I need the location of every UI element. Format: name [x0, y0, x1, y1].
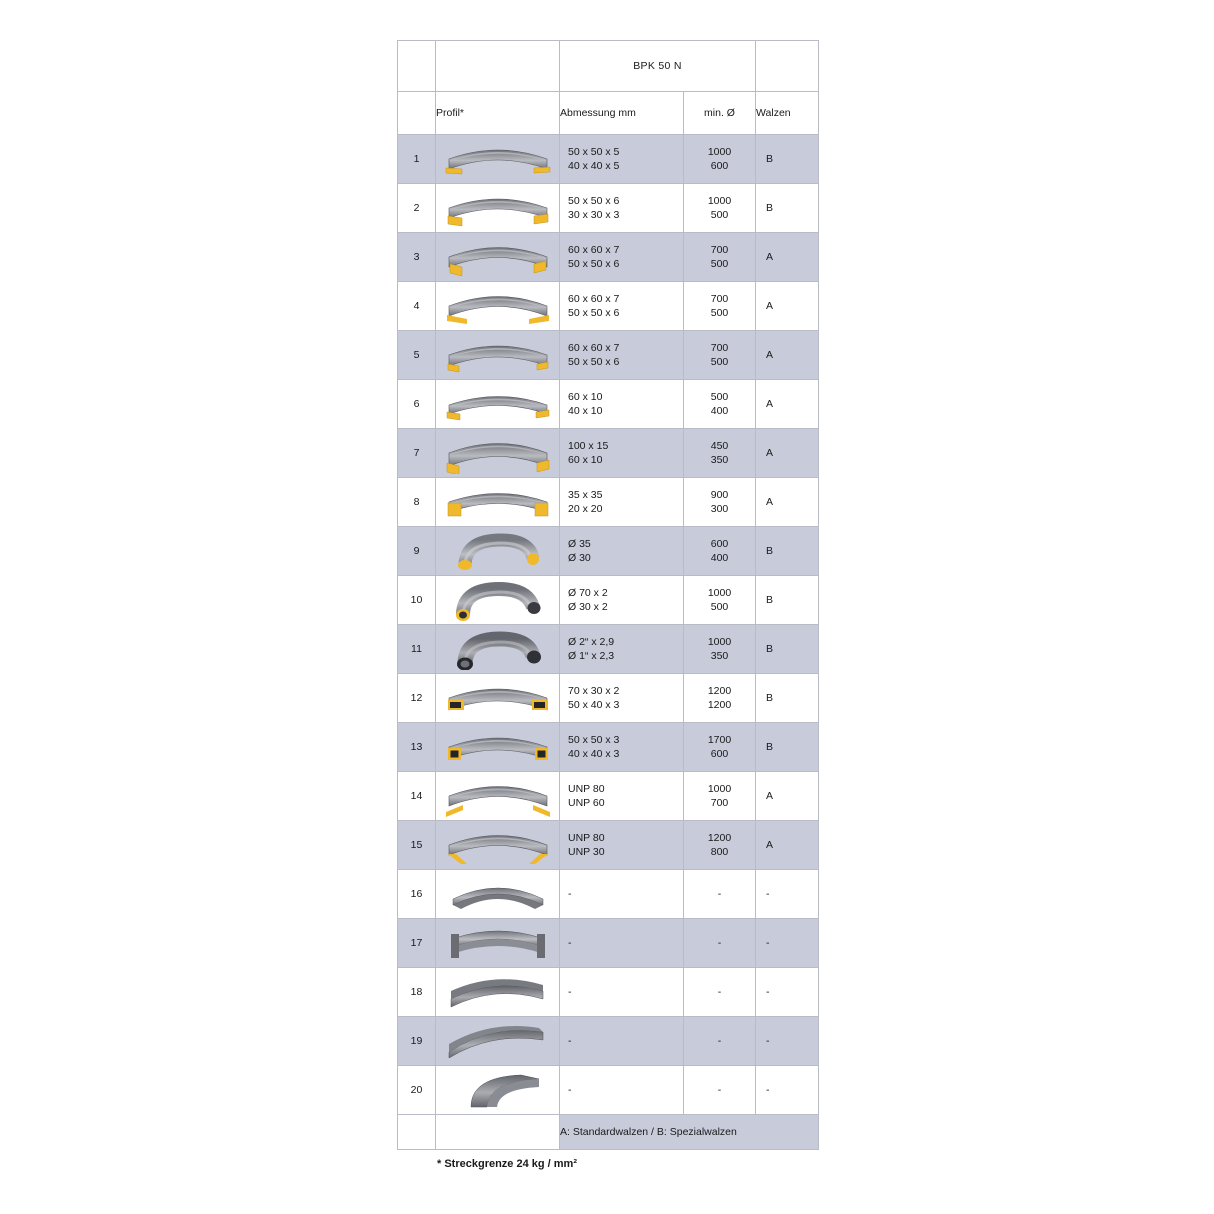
rolls-cell: -: [756, 968, 819, 1017]
profile-round-pipe-icon: [436, 625, 560, 674]
table-header-title-row: [398, 41, 819, 92]
rolls-cell: A: [756, 331, 819, 380]
row-index: 1: [398, 135, 436, 184]
profile-drawing: [436, 234, 560, 280]
dimension-cell: [560, 478, 684, 527]
min-diameter-line-1: -: [717, 985, 722, 998]
dimension-line-2: Ø 30: [568, 552, 591, 564]
dimension-line-1: 50 x 50 x 5: [568, 145, 620, 158]
row-index: 2: [398, 184, 436, 233]
rolls-cell: -: [756, 1017, 819, 1066]
dimension-cell: [560, 282, 684, 331]
table-row: [398, 968, 819, 1017]
min-diameter-line-1: 1000: [707, 145, 732, 158]
min-diameter-cell: [684, 821, 756, 870]
header-dimension-label: Abmessung mm: [560, 92, 684, 135]
min-diameter-line-1: 1200: [707, 684, 732, 697]
dimension-line-2: 40 x 40 x 5: [568, 160, 620, 172]
rolls-cell: A: [756, 282, 819, 331]
min-diameter-line-2: 600: [710, 748, 729, 760]
min-diameter-cell: [684, 968, 756, 1017]
dimension-line-2: 20 x 20: [568, 503, 603, 515]
dimension-line-1: Ø 70 x 2: [568, 586, 608, 599]
min-diameter-line-2: 350: [710, 454, 729, 466]
row-index: 5: [398, 331, 436, 380]
rolls-cell: B: [756, 625, 819, 674]
table-row: [398, 919, 819, 968]
header-rolls-label: Walzen: [756, 92, 819, 135]
rolls-cell: B: [756, 674, 819, 723]
rolls-cell: A: [756, 380, 819, 429]
min-diameter-cell: [684, 282, 756, 331]
row-index: 13: [398, 723, 436, 772]
rolls-cell: -: [756, 1066, 819, 1115]
rolls-legend: A: Standardwalzen / B: Spezialwalzen: [560, 1115, 819, 1150]
profile-drawing: [436, 675, 560, 721]
table-row: [398, 1066, 819, 1115]
dimension-line-1: 70 x 30 x 2: [568, 684, 620, 697]
min-diameter-cell: [684, 723, 756, 772]
profile-tbeam-edge-icon: [436, 1066, 560, 1115]
row-index: 20: [398, 1066, 436, 1115]
profile-drawing: [436, 724, 560, 770]
dimension-line-1: UNP 80: [568, 831, 605, 844]
table-row: [398, 478, 819, 527]
min-diameter-cell: [684, 870, 756, 919]
table-row: [398, 184, 819, 233]
rolls-cell: -: [756, 870, 819, 919]
row-index: 7: [398, 429, 436, 478]
header-min-diameter-label: min. Ø: [684, 92, 756, 135]
spec-sheet: [397, 40, 818, 1150]
min-diameter-line-1: -: [717, 1034, 722, 1047]
table-row: [398, 674, 819, 723]
rolls-cell: B: [756, 576, 819, 625]
table-row: [398, 282, 819, 331]
dimension-cell: [560, 870, 684, 919]
min-diameter-line-1: -: [717, 887, 722, 900]
profile-angle-leg-down-icon: [436, 184, 560, 233]
yield-strength-note: * Streckgrenze 24 kg / mm²: [437, 1158, 578, 1170]
dimension-line-1: -: [568, 936, 572, 949]
row-index: 18: [398, 968, 436, 1017]
rolls-cell: A: [756, 821, 819, 870]
profile-drawing: [436, 185, 560, 231]
dimension-line-1: 60 x 60 x 7: [568, 341, 620, 354]
min-diameter-cell: [684, 1017, 756, 1066]
dimension-cell: [560, 135, 684, 184]
dimension-line-2: 50 x 50 x 6: [568, 258, 620, 270]
header-profile-label: Profil*: [436, 92, 560, 135]
profile-drawing: [436, 773, 560, 819]
min-diameter-cell: [684, 919, 756, 968]
profile-drawing: [436, 528, 560, 574]
rolls-cell: -: [756, 919, 819, 968]
dimension-cell: [560, 331, 684, 380]
min-diameter-line-2: 500: [710, 307, 729, 319]
profile-drawing: [436, 920, 560, 966]
profile-tbeam-icon: [436, 1017, 560, 1066]
profile-flat-bar-wide-icon: [436, 429, 560, 478]
rolls-cell: A: [756, 233, 819, 282]
dimension-cell: [560, 184, 684, 233]
min-diameter-line-2: 700: [710, 797, 729, 809]
row-index: 11: [398, 625, 436, 674]
row-index: 8: [398, 478, 436, 527]
profile-drawing: [436, 871, 560, 917]
dimension-line-2: UNP 60: [568, 797, 605, 809]
row-index: 16: [398, 870, 436, 919]
table-row: [398, 527, 819, 576]
min-diameter-line-2: 400: [710, 405, 729, 417]
rolls-cell: A: [756, 478, 819, 527]
profile-angle-flange-icon: [436, 282, 560, 331]
profile-drawing: [436, 1067, 560, 1113]
row-index: 4: [398, 282, 436, 331]
min-diameter-cell: [684, 429, 756, 478]
profile-drawing: [436, 822, 560, 868]
rolls-cell: B: [756, 184, 819, 233]
table-header-labels-row: [398, 92, 819, 135]
profile-round-bar-icon: [436, 527, 560, 576]
dimension-line-1: -: [568, 1083, 572, 1096]
dimension-cell: [560, 380, 684, 429]
dimension-line-1: Ø 35: [568, 537, 591, 550]
dimension-line-2: 40 x 40 x 3: [568, 748, 620, 760]
row-index: 10: [398, 576, 436, 625]
header-num-label: [398, 92, 436, 135]
min-diameter-cell: [684, 331, 756, 380]
table-row: [398, 870, 819, 919]
dimension-line-1: Ø 2“ x 2,9: [568, 635, 615, 648]
min-diameter-line-1: 1000: [707, 782, 732, 795]
min-diameter-line-2: 300: [710, 503, 729, 515]
min-diameter-line-1: 1000: [707, 194, 732, 207]
min-diameter-line-1: -: [717, 1083, 722, 1096]
rolls-cell: B: [756, 527, 819, 576]
min-diameter-line-1: -: [717, 936, 722, 949]
dimension-cell: [560, 674, 684, 723]
min-diameter-cell: [684, 135, 756, 184]
profile-drawing: [436, 136, 560, 182]
table-row: [398, 625, 819, 674]
dimension-line-1: -: [568, 985, 572, 998]
dimension-line-2: 50 x 40 x 3: [568, 699, 620, 711]
min-diameter-cell: [684, 527, 756, 576]
profile-drawing: [436, 283, 560, 329]
min-diameter-cell: [684, 380, 756, 429]
profile-drawing: [436, 577, 560, 623]
min-diameter-cell: [684, 1066, 756, 1115]
min-diameter-line-2: 500: [710, 601, 729, 613]
table-row: [398, 233, 819, 282]
dimension-line-2: Ø 1“ x 2,3: [568, 650, 615, 662]
min-diameter-line-1: 700: [710, 243, 729, 256]
dimension-line-2: 50 x 50 x 6: [568, 356, 620, 368]
dimension-cell: [560, 576, 684, 625]
min-diameter-cell: [684, 674, 756, 723]
rolls-cell: B: [756, 723, 819, 772]
profile-round-tube-icon: [436, 576, 560, 625]
min-diameter-line-2: 500: [710, 209, 729, 221]
dimension-cell: [560, 1066, 684, 1115]
profile-angle-plain-icon: [436, 331, 560, 380]
dimension-line-2: 50 x 50 x 6: [568, 307, 620, 319]
min-diameter-line-2: 500: [710, 356, 729, 368]
dimension-line-1: 50 x 50 x 6: [568, 194, 620, 207]
dimension-line-1: 35 x 35: [568, 488, 603, 501]
row-index: 15: [398, 821, 436, 870]
header-blank-walzen: [756, 41, 819, 92]
min-diameter-cell: [684, 772, 756, 821]
footer-blank-profile: [436, 1115, 560, 1150]
table-footer-row: [398, 1115, 819, 1150]
row-index: 9: [398, 527, 436, 576]
dimension-cell: [560, 233, 684, 282]
profile-channel-legs-in-icon: [436, 821, 560, 870]
row-index: 12: [398, 674, 436, 723]
min-diameter-line-1: 700: [710, 292, 729, 305]
min-diameter-line-2: 1200: [707, 699, 732, 711]
profile-rect-tube-icon: [436, 674, 560, 723]
row-index: 3: [398, 233, 436, 282]
rolls-cell: A: [756, 429, 819, 478]
header-blank-profile: [436, 41, 560, 92]
footer-blank-num: [398, 1115, 436, 1150]
min-diameter-line-1: 500: [710, 390, 729, 403]
dimension-line-1: UNP 80: [568, 782, 605, 795]
row-index: 14: [398, 772, 436, 821]
dimension-cell: [560, 723, 684, 772]
profile-specification-table: [397, 40, 819, 1150]
header-blank-num: [398, 41, 436, 92]
dimension-cell: [560, 625, 684, 674]
profile-drawing: [436, 969, 560, 1015]
profile-flat-bar-edge-icon: [436, 380, 560, 429]
table-row: [398, 429, 819, 478]
min-diameter-cell: [684, 576, 756, 625]
dimension-line-1: 60 x 10: [568, 390, 603, 403]
dimension-cell: [560, 1017, 684, 1066]
profile-ibeam-web-icon: [436, 919, 560, 968]
profile-drawing: [436, 1018, 560, 1064]
table-row: [398, 1017, 819, 1066]
dimension-cell: [560, 429, 684, 478]
row-index: 6: [398, 380, 436, 429]
min-diameter-cell: [684, 233, 756, 282]
dimension-line-1: -: [568, 1034, 572, 1047]
table-row: [398, 576, 819, 625]
dimension-line-2: 30 x 30 x 3: [568, 209, 620, 221]
min-diameter-cell: [684, 478, 756, 527]
dimension-cell: [560, 919, 684, 968]
profile-angle-leg-in-icon: [436, 233, 560, 282]
profile-channel-legs-out-icon: [436, 772, 560, 821]
min-diameter-line-1: 1700: [707, 733, 732, 746]
min-diameter-line-1: 450: [710, 439, 729, 452]
min-diameter-line-2: 600: [710, 160, 729, 172]
min-diameter-line-2: 500: [710, 258, 729, 270]
rolls-cell: B: [756, 135, 819, 184]
row-index: 17: [398, 919, 436, 968]
min-diameter-line-2: 350: [710, 650, 729, 662]
table-row: [398, 380, 819, 429]
dimension-line-1: 60 x 60 x 7: [568, 292, 620, 305]
dimension-line-1: 60 x 60 x 7: [568, 243, 620, 256]
min-diameter-line-1: 1000: [707, 635, 732, 648]
min-diameter-line-1: 700: [710, 341, 729, 354]
profile-angle-flat-up-icon: [436, 135, 560, 184]
dimension-cell: [560, 772, 684, 821]
profile-square-bar-icon: [436, 478, 560, 527]
dimension-cell: [560, 968, 684, 1017]
min-diameter-cell: [684, 625, 756, 674]
dimension-cell: [560, 821, 684, 870]
dimension-line-2: UNP 30: [568, 846, 605, 858]
min-diameter-line-2: 400: [710, 552, 729, 564]
profile-drawing: [436, 430, 560, 476]
dimension-line-1: 50 x 50 x 3: [568, 733, 620, 746]
dimension-line-2: 40 x 10: [568, 405, 603, 417]
min-diameter-line-1: 1000: [707, 586, 732, 599]
machine-title: BPK 50 N: [560, 41, 756, 92]
min-diameter-line-1: 1200: [707, 831, 732, 844]
profile-ibeam-flange-icon: [436, 968, 560, 1017]
table-row: [398, 135, 819, 184]
row-index: 19: [398, 1017, 436, 1066]
dimension-cell: [560, 527, 684, 576]
table-row: [398, 331, 819, 380]
table-row: [398, 772, 819, 821]
profile-square-tube-icon: [436, 723, 560, 772]
dimension-line-1: 100 x 15: [568, 439, 609, 452]
min-diameter-cell: [684, 184, 756, 233]
table-row: [398, 723, 819, 772]
dimension-line-2: Ø 30 x 2: [568, 601, 608, 613]
dimension-line-2: 60 x 10: [568, 454, 603, 466]
table-row: [398, 821, 819, 870]
rolls-cell: A: [756, 772, 819, 821]
dimension-line-1: -: [568, 887, 572, 900]
min-diameter-line-2: 800: [710, 846, 729, 858]
profile-channel-flat-icon: [436, 870, 560, 919]
min-diameter-line-1: 900: [710, 488, 729, 501]
profile-drawing: [436, 381, 560, 427]
profile-drawing: [436, 626, 560, 672]
profile-drawing: [436, 479, 560, 525]
profile-drawing: [436, 332, 560, 378]
min-diameter-line-1: 600: [710, 537, 729, 550]
